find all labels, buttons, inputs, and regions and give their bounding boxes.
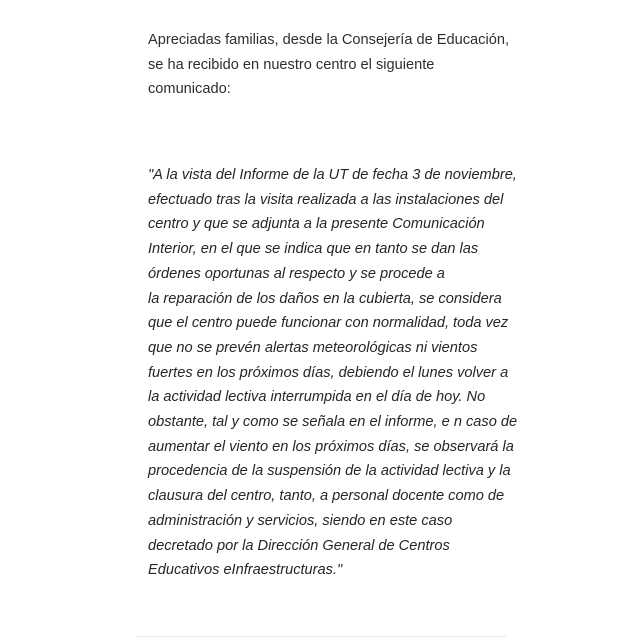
quote-line: "A la vista del Informe de la UT de fecha 3 de noviembre, — [148, 167, 517, 183]
intro-line: se ha recibido en nuestro centro el siguiente — [148, 56, 435, 73]
quote-line: la reparación de los daños en la cubierta, se considera — [148, 290, 502, 307]
intro-paragraph — [148, 28, 509, 102]
quote-line: efectuado tras la visita realizada a las instalaciones del — [148, 191, 504, 208]
article-body — [148, 28, 518, 579]
quote-line: aumentar el viento en los próximos días, se observará la — [148, 438, 514, 455]
quote-line: Educativos eInfraestructuras." — [148, 562, 343, 579]
quote-line: decretado por la Dirección General de Centros — [148, 537, 450, 554]
bottom-divider — [136, 636, 506, 637]
quote-line: la actividad lectiva interrumpida en el día de hoy. No — [148, 389, 486, 406]
quoted-communique — [148, 163, 517, 583]
quote-line: clausura del centro, tanto, a personal docente como de — [148, 488, 505, 505]
quote-line: administración y servicios, siendo en este caso — [148, 512, 453, 529]
quote-line: centro y que se adjunta a la presente Comunicación — [148, 216, 485, 233]
intro-line: Apreciadas familias, desde la Consejería de Educación, — [148, 32, 509, 48]
quote-line: procedencia de la suspensión de la actividad lectiva y la — [148, 463, 511, 480]
quote-line: que no se prevén alertas meteorológicas ni vientos — [148, 339, 478, 356]
quote-line: órdenes oportunas al respecto y se procede a — [148, 265, 445, 282]
quote-line: obstante, tal y como se señala en el informe, e n caso de — [148, 414, 518, 431]
quote-line: fuertes en los próximos días, debiendo el lunes volver a — [148, 364, 509, 381]
intro-line: comunicado: — [148, 81, 231, 97]
quote-line: Interior, en el que se indica que en tanto se dan las — [148, 241, 479, 258]
quote-line: que el centro puede funcionar con normalidad, toda vez — [148, 315, 509, 332]
